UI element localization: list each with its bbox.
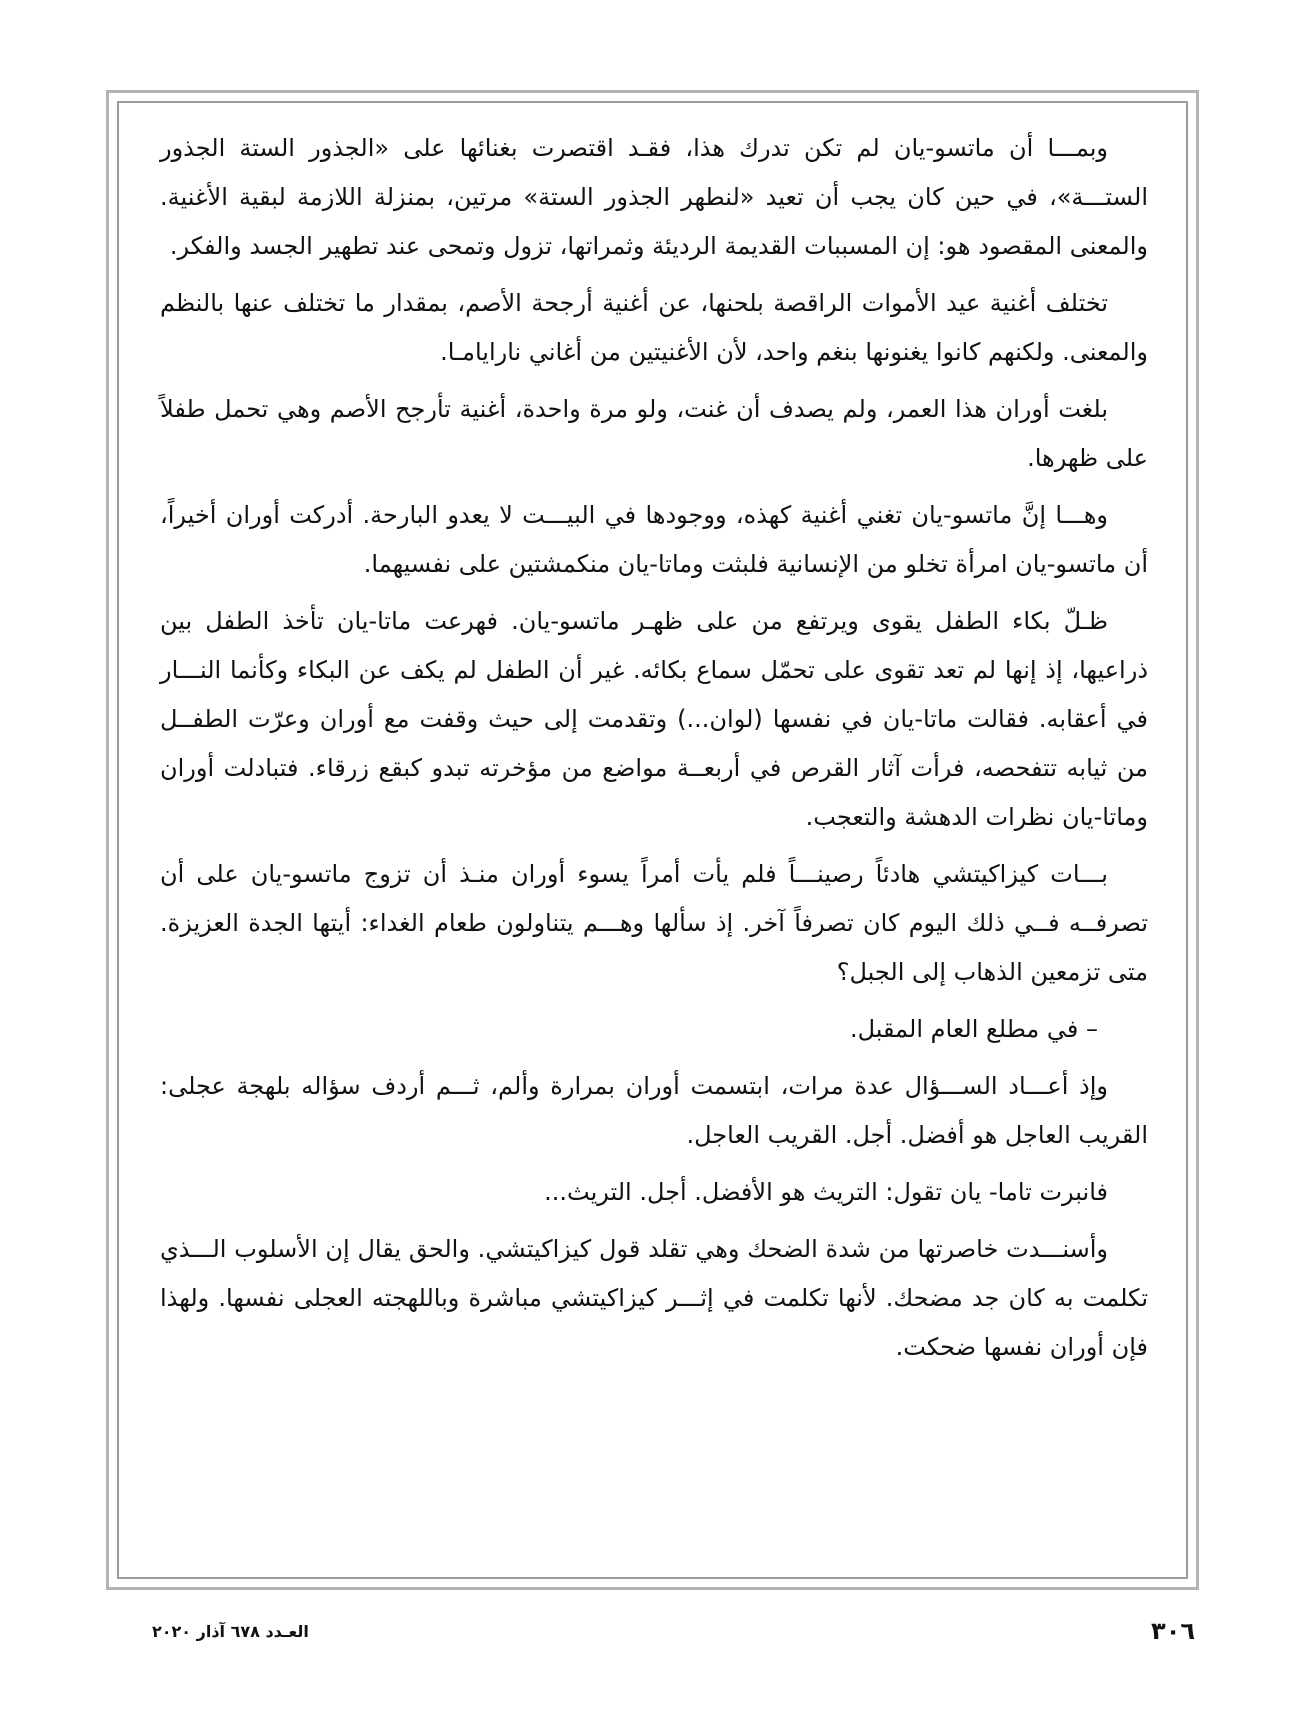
paragraph-6: بـــات كيزاكيتشي هادئاً رصينـــاً فلم يأت أمراً يسوء أوران منـذ أن تزوج ماتسو-يان على أن تصرفــه فــي ذلك اليوم كان تصرفاً آخر. إذ سألها وهـــم يتناولون طعام الغداء: أيتها الجدة العزيزة. متى تزمعين الذهاب إلى الجبل؟ (160, 860, 1148, 986)
article-body (160, 124, 1148, 1380)
paragraph-1: وبمـــا أن ماتسو-يان لم تكن تدرك هذا، فقـد اقتصرت بغنائها على «الجذور الستة الجذور الستـــة»، في حين كان يجب أن تعيد «لنطهر الجذور الستة» مرتين، بمنزلة اللازمة لبقية الأغنية. والمعنى المقصود هو: إن المسببات القديمة الرديئة وثمراتها، تزول وتمحى عند تطهير الجسد والفكر. (160, 134, 1148, 260)
paragraph-3: بلغت أوران هذا العمر، ولم يصدف أن غنت، ولو مرة واحدة، أغنية تأرجح الأصم وهي تحمل طفلاً على ظهرها. (160, 395, 1148, 472)
paragraph-5: ظـلّ بكاء الطفل يقوى ويرتفع من على ظهـر ماتسو-يان. فهرعت ماتا-يان تأخذ الطفل بين ذراعيها، إذ إنها لم تعد تقوى على تحمّل سماع بكائه. غير أن الطفل لم يكف عن البكاء وكأنما النـــار في أعقابه. فقالت ماتا-يان في نفسها (لوان...) وتقدمت إلى حيث وقفت مع أوران وعرّت الطفــل من ثيابه تتفحصه، فرأت آثار القرص في أربعــة مواضع من مؤخرته تبدو كبقع زرقاء. فتبادلت أوران وماتا-يان نظرات الدهشة والتعجب. (160, 607, 1148, 831)
paragraph-4: وهـــا إنَّ ماتسو-يان تغني أغنية كهذه، ووجودها في البيـــت لا يعدو البارحة. أدركت أوران أخيراً، أن ماتسو-يان امرأة تخلو من الإنسانية فلبثت وماتا-يان منكمشتين على نفسيهما. (160, 501, 1148, 578)
paragraph-9: فانبرت تاما- يان تقول: التريث هو الأفضل. أجل. التريث... (544, 1178, 1108, 1206)
paragraph-2: تختلف أغنية عيد الأموات الراقصة بلحنها، عن أغنية أرجحة الأصم، بمقدار ما تختلف عنها بالنظم والمعنى. ولكنهم كانوا يغنونها بنغم واحد، لأن الأغنيتين من أغاني نارايامـا. (160, 289, 1148, 366)
paragraph-8: وإذ أعـــاد الســـؤال عدة مرات، ابتسمت أوران بمرارة وألم، ثـــم أردف سؤاله بلهجة عجلى: القريب العاجل هو أفضل. أجل. القريب العاجل. (160, 1072, 1148, 1149)
paragraph-10: وأسنـــدت خاصرتها من شدة الضحك وهي تقلد قول كيزاكيتشي. والحق يقال إن الأسلوب الـــذي تكلمت به كان جد مضحك. لأنها تكلمت في إثـــر كيزاكيتشي مباشرة وباللهجته العجلى نفسها. ولهذا فإن أوران نفسها ضحكت. (160, 1235, 1148, 1361)
page-number: ٣٠٦ (1151, 1617, 1195, 1645)
issue-info: العـدد ٦٧٨ آذار ٢٠٢٠ (152, 1622, 309, 1641)
dialog-line-1: – في مطلع العام المقبل. (849, 1015, 1098, 1043)
